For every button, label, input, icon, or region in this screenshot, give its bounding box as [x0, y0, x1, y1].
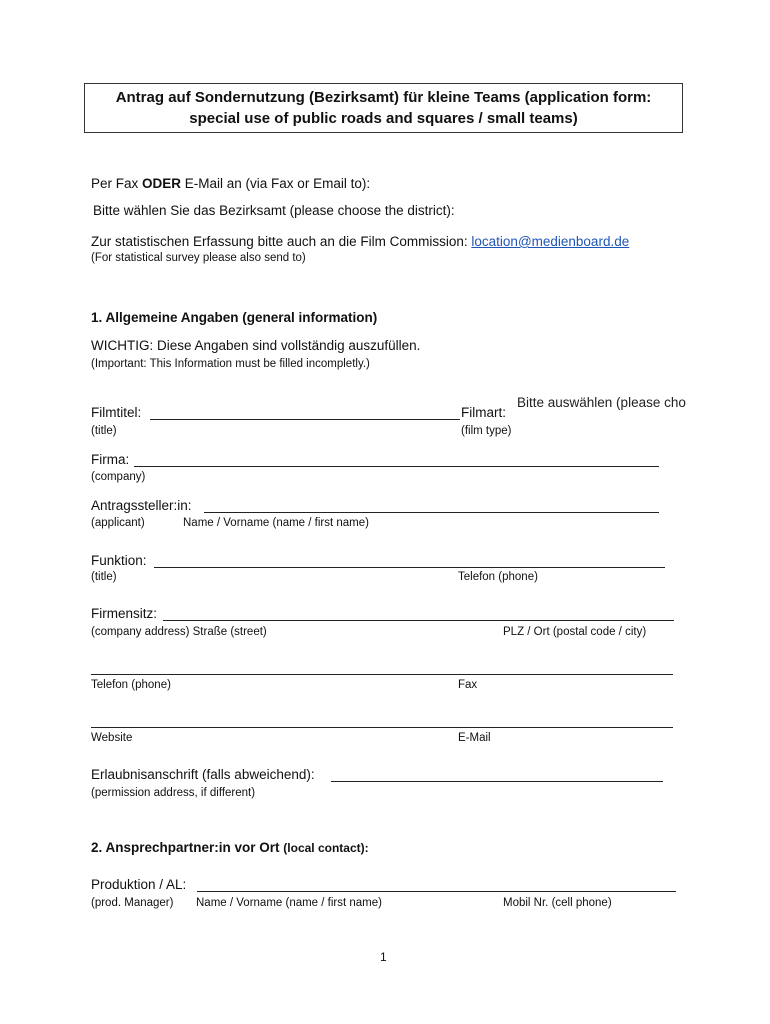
oder-emphasis: ODER — [142, 176, 182, 191]
website-sub: Website — [91, 732, 133, 744]
commission-email-link[interactable]: location@medienboard.de — [471, 234, 630, 249]
antrag-input[interactable] — [204, 512, 659, 513]
funktion-phone-sub: Telefon (phone) — [458, 571, 538, 583]
fax-email-instruction: Per Fax ODER E-Mail an (via Fax or Email to): — [91, 176, 371, 191]
form-title-box — [84, 83, 683, 133]
funktion-label: Funktion: — [91, 553, 147, 568]
firmensitz-sub: (company address) Straße (street) — [91, 626, 267, 638]
produktion-sub: (prod. Manager) — [91, 897, 174, 909]
filmtitel-input[interactable] — [150, 419, 460, 420]
form-title-line1: Antrag auf Sondernutzung (Bezirksamt) für kleine Teams (application form: — [115, 89, 652, 106]
mobil-sub: Mobil Nr. (cell phone) — [503, 897, 612, 909]
plz-sub: PLZ / Ort (postal code / city) — [503, 626, 647, 638]
phone-fax-input[interactable] — [91, 674, 673, 675]
erlaubnis-sub: (permission address, if different) — [91, 787, 256, 799]
firmensitz-label: Firmensitz: — [91, 606, 158, 621]
funktion-input[interactable] — [154, 567, 665, 568]
produktion-input[interactable] — [197, 891, 676, 892]
firma-sub: (company) — [91, 471, 146, 483]
phone-sub: Telefon (phone) — [91, 679, 171, 691]
section2-heading: 2. Ansprechpartner:in vor Ort (local contact): — [91, 840, 369, 855]
antrag-label: Antragssteller:in: — [91, 498, 192, 513]
film-commission-sub: (For statistical survey please also send to) — [91, 252, 306, 264]
email-sub: E-Mail — [458, 732, 491, 744]
filmart-sub: (film type) — [461, 425, 512, 437]
firmensitz-input[interactable] — [163, 620, 674, 621]
form-title-line2: special use of public roads and squares / small teams) — [189, 110, 578, 127]
antrag-sub: (applicant) — [91, 517, 145, 529]
antrag-name-sub: Name / Vorname (name / first name) — [183, 517, 369, 529]
page-number: 1 — [380, 950, 387, 964]
erlaubnis-input[interactable] — [331, 781, 663, 782]
film-commission-note: Zur statistischen Erfassung bitte auch an die Film Commission: location@medienboard.de — [91, 234, 630, 249]
district-select-label[interactable]: Bitte wählen Sie das Bezirksamt (please choose the district): — [93, 203, 455, 218]
important-note-sub: (Important: This Information must be filled incompletly.) — [91, 358, 370, 370]
produktion-name-sub: Name / Vorname (name / first name) — [196, 897, 382, 909]
firma-input[interactable] — [134, 466, 659, 467]
important-note: WICHTIG: Diese Angaben sind vollständig auszufüllen. — [91, 338, 421, 353]
fax-sub: Fax — [458, 679, 478, 691]
firma-label: Firma: — [91, 452, 130, 467]
funktion-sub: (title) — [91, 571, 117, 583]
section1-heading: 1. Allgemeine Angaben (general information) — [91, 310, 378, 325]
erlaubnis-label: Erlaubnisanschrift (falls abweichend): — [91, 767, 315, 782]
filmtitel-label: Filmtitel: — [91, 405, 142, 420]
filmart-label: Filmart: — [461, 405, 506, 420]
produktion-label: Produktion / AL: — [91, 877, 187, 892]
filmtitel-sub: (title) — [91, 425, 117, 437]
website-email-input[interactable] — [91, 727, 673, 728]
film-type-select[interactable]: Bitte auswählen (please cho — [517, 395, 686, 410]
